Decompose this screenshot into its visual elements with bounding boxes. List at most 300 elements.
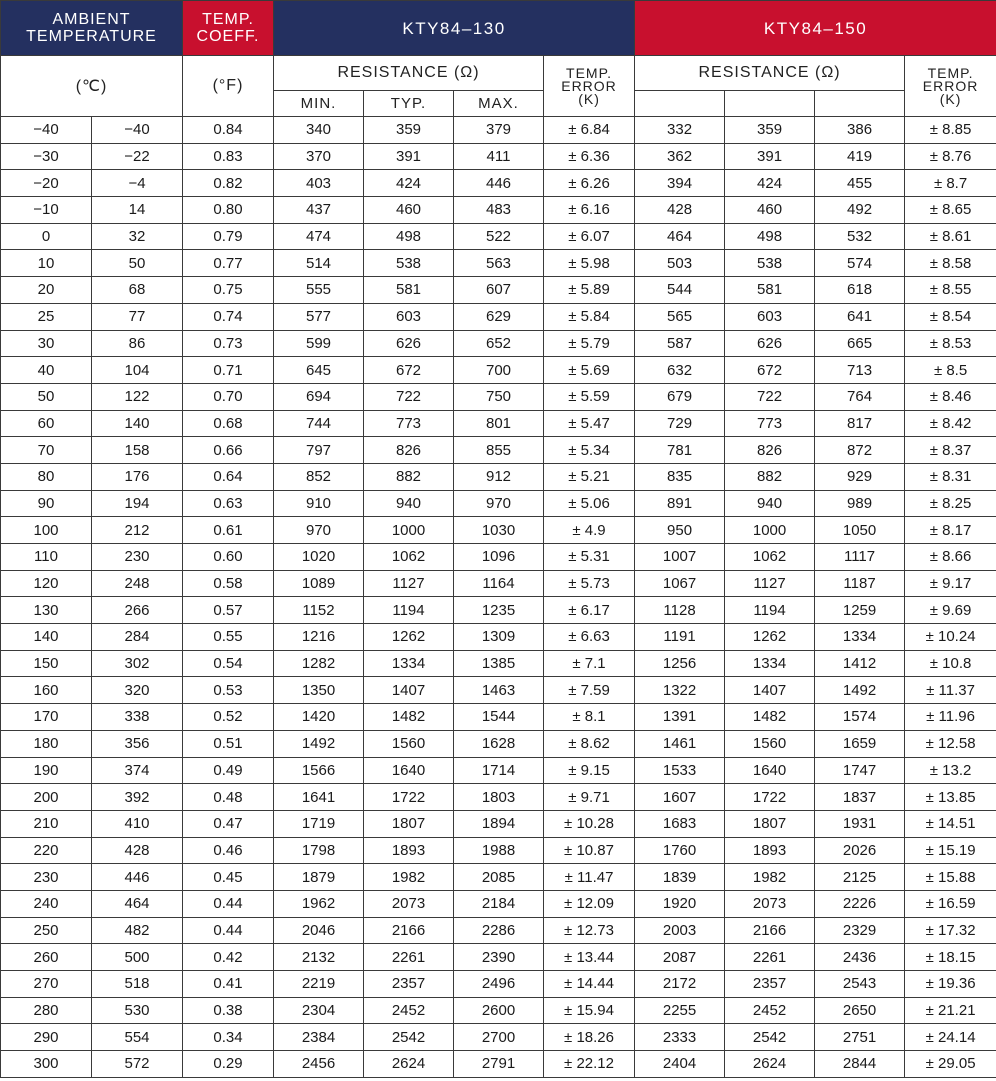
cell-celsius: −20 <box>1 170 92 197</box>
cell-fahrenheit: 302 <box>92 650 183 677</box>
cell-max-150: 817 <box>815 410 905 437</box>
cell-min-150: 2003 <box>635 917 725 944</box>
cell-fahrenheit: 176 <box>92 463 183 490</box>
cell-max-130: 446 <box>454 170 544 197</box>
cell-celsius: 80 <box>1 463 92 490</box>
cell-max-130: 1714 <box>454 757 544 784</box>
cell-celsius: 130 <box>1 597 92 624</box>
cell-max-150: 1837 <box>815 784 905 811</box>
table-row <box>1 357 996 384</box>
cell-min-150: 332 <box>635 117 725 144</box>
cell-typ-150: 2452 <box>725 997 815 1024</box>
cell-max-130: 2390 <box>454 944 544 971</box>
cell-typ-130: 359 <box>364 117 454 144</box>
cell-temp-coeff: 0.29 <box>183 1051 274 1078</box>
cell-min-130: 1350 <box>274 677 364 704</box>
table-row <box>1 570 996 597</box>
cell-error-130: ± 6.84 <box>544 117 635 144</box>
cell-error-130: ± 9.71 <box>544 784 635 811</box>
cell-max-150: 2125 <box>815 864 905 891</box>
cell-typ-130: 1262 <box>364 624 454 651</box>
cell-min-150: 1067 <box>635 570 725 597</box>
cell-min-130: 2219 <box>274 971 364 998</box>
cell-error-150: ± 8.25 <box>905 490 996 517</box>
cell-max-150: 2751 <box>815 1024 905 1051</box>
cell-celsius: 290 <box>1 1024 92 1051</box>
table-row <box>1 143 996 170</box>
cell-typ-150: 1482 <box>725 704 815 731</box>
typ-150-header <box>725 91 815 117</box>
cell-error-130: ± 14.44 <box>544 971 635 998</box>
cell-celsius: 150 <box>1 650 92 677</box>
cell-max-150: 1492 <box>815 677 905 704</box>
cell-error-130: ± 8.1 <box>544 704 635 731</box>
cell-temp-coeff: 0.68 <box>183 410 274 437</box>
cell-typ-130: 1560 <box>364 730 454 757</box>
cell-typ-150: 882 <box>725 463 815 490</box>
cell-typ-130: 2261 <box>364 944 454 971</box>
table-row <box>1 810 996 837</box>
table-row <box>1 250 996 277</box>
cell-error-150: ± 21.21 <box>905 997 996 1024</box>
cell-typ-150: 359 <box>725 117 815 144</box>
cell-error-150: ± 19.36 <box>905 971 996 998</box>
cell-typ-130: 1722 <box>364 784 454 811</box>
cell-max-130: 2184 <box>454 890 544 917</box>
cell-error-150: ± 8.37 <box>905 437 996 464</box>
cell-error-130: ± 5.34 <box>544 437 635 464</box>
cell-typ-150: 2073 <box>725 890 815 917</box>
cell-min-130: 514 <box>274 250 364 277</box>
cell-celsius: 20 <box>1 277 92 304</box>
cell-min-130: 437 <box>274 197 364 224</box>
cell-error-150: ± 8.76 <box>905 143 996 170</box>
cell-temp-coeff: 0.47 <box>183 810 274 837</box>
cell-max-130: 522 <box>454 223 544 250</box>
cell-typ-130: 603 <box>364 303 454 330</box>
cell-temp-coeff: 0.70 <box>183 383 274 410</box>
cell-min-130: 1492 <box>274 730 364 757</box>
cell-celsius: 210 <box>1 810 92 837</box>
cell-min-150: 632 <box>635 357 725 384</box>
kty84-150-header: KTY84–150 <box>635 1 996 56</box>
cell-typ-150: 2261 <box>725 944 815 971</box>
cell-typ-130: 498 <box>364 223 454 250</box>
cell-temp-coeff: 0.58 <box>183 570 274 597</box>
ambient-line1: AMBIENT <box>52 11 131 28</box>
cell-min-130: 694 <box>274 383 364 410</box>
cell-error-130: ± 6.16 <box>544 197 635 224</box>
table-row <box>1 410 996 437</box>
cell-fahrenheit: 518 <box>92 971 183 998</box>
cell-max-130: 1309 <box>454 624 544 651</box>
cell-celsius: 40 <box>1 357 92 384</box>
cell-temp-coeff: 0.34 <box>183 1024 274 1051</box>
cell-celsius: 230 <box>1 864 92 891</box>
cell-min-150: 394 <box>635 170 725 197</box>
table-row <box>1 837 996 864</box>
cell-fahrenheit: 500 <box>92 944 183 971</box>
cell-fahrenheit: 446 <box>92 864 183 891</box>
cell-celsius: −30 <box>1 143 92 170</box>
cell-max-150: 1574 <box>815 704 905 731</box>
cell-error-130: ± 5.73 <box>544 570 635 597</box>
cell-max-150: 455 <box>815 170 905 197</box>
cell-error-130: ± 6.36 <box>544 143 635 170</box>
cell-error-130: ± 5.31 <box>544 544 635 571</box>
cell-typ-130: 882 <box>364 463 454 490</box>
cell-error-150: ± 11.96 <box>905 704 996 731</box>
cell-temp-coeff: 0.48 <box>183 784 274 811</box>
cell-error-150: ± 8.17 <box>905 517 996 544</box>
cell-max-150: 1931 <box>815 810 905 837</box>
table-row <box>1 223 996 250</box>
cell-typ-130: 2452 <box>364 997 454 1024</box>
cell-error-130: ± 13.44 <box>544 944 635 971</box>
cell-min-150: 781 <box>635 437 725 464</box>
table-row <box>1 1051 996 1078</box>
cell-min-130: 797 <box>274 437 364 464</box>
cell-max-130: 750 <box>454 383 544 410</box>
cell-fahrenheit: 122 <box>92 383 183 410</box>
cell-min-130: 1798 <box>274 837 364 864</box>
table-row <box>1 997 996 1024</box>
cell-typ-150: 2624 <box>725 1051 815 1078</box>
cell-typ-130: 538 <box>364 250 454 277</box>
cell-typ-150: 1560 <box>725 730 815 757</box>
cell-max-150: 2650 <box>815 997 905 1024</box>
cell-min-150: 679 <box>635 383 725 410</box>
cell-error-130: ± 5.21 <box>544 463 635 490</box>
cell-temp-coeff: 0.84 <box>183 117 274 144</box>
cell-error-130: ± 6.17 <box>544 597 635 624</box>
cell-error-150: ± 8.66 <box>905 544 996 571</box>
cell-typ-130: 1893 <box>364 837 454 864</box>
cell-max-150: 2226 <box>815 890 905 917</box>
cell-max-130: 2700 <box>454 1024 544 1051</box>
cell-error-150: ± 8.7 <box>905 170 996 197</box>
cell-error-150: ± 8.5 <box>905 357 996 384</box>
cell-celsius: 240 <box>1 890 92 917</box>
cell-max-130: 629 <box>454 303 544 330</box>
cell-temp-coeff: 0.45 <box>183 864 274 891</box>
table-row <box>1 864 996 891</box>
ambient-temperature-header <box>1 1 183 56</box>
cell-typ-130: 581 <box>364 277 454 304</box>
cell-typ-130: 672 <box>364 357 454 384</box>
cell-min-130: 474 <box>274 223 364 250</box>
cell-max-130: 1463 <box>454 677 544 704</box>
cell-temp-coeff: 0.80 <box>183 197 274 224</box>
cell-typ-150: 603 <box>725 303 815 330</box>
cell-fahrenheit: 572 <box>92 1051 183 1078</box>
cell-fahrenheit: 338 <box>92 704 183 731</box>
cell-typ-150: 1194 <box>725 597 815 624</box>
cell-temp-coeff: 0.41 <box>183 971 274 998</box>
cell-error-130: ± 15.94 <box>544 997 635 1024</box>
cell-fahrenheit: 68 <box>92 277 183 304</box>
cell-typ-130: 2073 <box>364 890 454 917</box>
cell-temp-coeff: 0.64 <box>183 463 274 490</box>
cell-max-150: 1334 <box>815 624 905 651</box>
cell-max-130: 483 <box>454 197 544 224</box>
cell-celsius: 250 <box>1 917 92 944</box>
cell-error-150: ± 8.53 <box>905 330 996 357</box>
cell-min-150: 1920 <box>635 890 725 917</box>
cell-max-130: 379 <box>454 117 544 144</box>
cell-typ-130: 1982 <box>364 864 454 891</box>
typ-130-header: TYP. <box>364 91 454 117</box>
cell-min-150: 2404 <box>635 1051 725 1078</box>
cell-max-150: 386 <box>815 117 905 144</box>
cell-max-130: 912 <box>454 463 544 490</box>
cell-max-130: 700 <box>454 357 544 384</box>
cell-fahrenheit: 158 <box>92 437 183 464</box>
cell-error-150: ± 8.55 <box>905 277 996 304</box>
cell-typ-150: 940 <box>725 490 815 517</box>
cell-celsius: −40 <box>1 117 92 144</box>
cell-fahrenheit: 392 <box>92 784 183 811</box>
table-row <box>1 757 996 784</box>
cell-max-150: 492 <box>815 197 905 224</box>
cell-error-130: ± 10.87 <box>544 837 635 864</box>
cell-fahrenheit: 50 <box>92 250 183 277</box>
cell-error-150: ± 8.46 <box>905 383 996 410</box>
table-row <box>1 463 996 490</box>
cell-max-150: 2026 <box>815 837 905 864</box>
cell-typ-130: 424 <box>364 170 454 197</box>
cell-error-130: ± 6.07 <box>544 223 635 250</box>
cell-typ-150: 2357 <box>725 971 815 998</box>
cell-max-130: 1988 <box>454 837 544 864</box>
cell-error-130: ± 9.15 <box>544 757 635 784</box>
cell-min-130: 852 <box>274 463 364 490</box>
err130-line2: ERROR <box>561 77 617 94</box>
cell-max-130: 1385 <box>454 650 544 677</box>
cell-max-150: 764 <box>815 383 905 410</box>
cell-error-150: ± 9.17 <box>905 570 996 597</box>
cell-error-130: ± 8.62 <box>544 730 635 757</box>
cell-min-150: 1191 <box>635 624 725 651</box>
cell-typ-130: 2542 <box>364 1024 454 1051</box>
cell-fahrenheit: 428 <box>92 837 183 864</box>
cell-min-150: 835 <box>635 463 725 490</box>
cell-error-150: ± 13.2 <box>905 757 996 784</box>
cell-error-150: ± 29.05 <box>905 1051 996 1078</box>
cell-error-130: ± 5.89 <box>544 277 635 304</box>
cell-min-150: 587 <box>635 330 725 357</box>
table-row <box>1 544 996 571</box>
cell-max-150: 1259 <box>815 597 905 624</box>
unit-celsius-header: (℃) <box>1 56 183 117</box>
cell-max-130: 1235 <box>454 597 544 624</box>
cell-temp-coeff: 0.83 <box>183 143 274 170</box>
cell-error-130: ± 6.63 <box>544 624 635 651</box>
table-row <box>1 624 996 651</box>
cell-typ-130: 1807 <box>364 810 454 837</box>
cell-temp-coeff: 0.38 <box>183 997 274 1024</box>
table-row <box>1 437 996 464</box>
cell-max-130: 2600 <box>454 997 544 1024</box>
cell-max-150: 419 <box>815 143 905 170</box>
kty84-130-header: KTY84–130 <box>274 1 635 56</box>
cell-temp-coeff: 0.51 <box>183 730 274 757</box>
cell-celsius: 90 <box>1 490 92 517</box>
cell-fahrenheit: 77 <box>92 303 183 330</box>
cell-temp-coeff: 0.42 <box>183 944 274 971</box>
cell-temp-coeff: 0.74 <box>183 303 274 330</box>
cell-min-130: 340 <box>274 117 364 144</box>
cell-fahrenheit: 530 <box>92 997 183 1024</box>
cell-celsius: 300 <box>1 1051 92 1078</box>
cell-temp-coeff: 0.73 <box>183 330 274 357</box>
cell-typ-130: 1482 <box>364 704 454 731</box>
cell-min-130: 1089 <box>274 570 364 597</box>
cell-max-130: 1030 <box>454 517 544 544</box>
cell-typ-130: 1062 <box>364 544 454 571</box>
cell-typ-150: 672 <box>725 357 815 384</box>
cell-typ-130: 826 <box>364 437 454 464</box>
cell-error-130: ± 4.9 <box>544 517 635 544</box>
cell-max-130: 2085 <box>454 864 544 891</box>
table-row <box>1 277 996 304</box>
cell-min-150: 2333 <box>635 1024 725 1051</box>
cell-temp-coeff: 0.71 <box>183 357 274 384</box>
cell-temp-coeff: 0.46 <box>183 837 274 864</box>
cell-min-130: 1420 <box>274 704 364 731</box>
cell-min-150: 1007 <box>635 544 725 571</box>
cell-fahrenheit: 14 <box>92 197 183 224</box>
cell-min-130: 2304 <box>274 997 364 1024</box>
cell-celsius: 170 <box>1 704 92 731</box>
cell-error-130: ± 5.47 <box>544 410 635 437</box>
cell-fahrenheit: 86 <box>92 330 183 357</box>
table-row <box>1 1024 996 1051</box>
cell-fahrenheit: 212 <box>92 517 183 544</box>
cell-fahrenheit: 194 <box>92 490 183 517</box>
cell-min-150: 2172 <box>635 971 725 998</box>
cell-max-150: 2844 <box>815 1051 905 1078</box>
cell-fahrenheit: 482 <box>92 917 183 944</box>
cell-temp-coeff: 0.53 <box>183 677 274 704</box>
cell-typ-150: 538 <box>725 250 815 277</box>
min-130-header: MIN. <box>274 91 364 117</box>
cell-max-150: 574 <box>815 250 905 277</box>
cell-error-130: ± 5.06 <box>544 490 635 517</box>
cell-temp-coeff: 0.54 <box>183 650 274 677</box>
table-row <box>1 597 996 624</box>
cell-max-150: 1747 <box>815 757 905 784</box>
cell-celsius: 110 <box>1 544 92 571</box>
cell-min-130: 1020 <box>274 544 364 571</box>
cell-temp-coeff: 0.82 <box>183 170 274 197</box>
cell-min-130: 403 <box>274 170 364 197</box>
cell-typ-130: 1000 <box>364 517 454 544</box>
coeff-line2: COEFF. <box>196 28 260 45</box>
cell-min-130: 555 <box>274 277 364 304</box>
cell-error-130: ± 6.26 <box>544 170 635 197</box>
cell-celsius: 280 <box>1 997 92 1024</box>
cell-temp-coeff: 0.77 <box>183 250 274 277</box>
cell-typ-150: 1262 <box>725 624 815 651</box>
cell-fahrenheit: 230 <box>92 544 183 571</box>
cell-error-130: ± 5.84 <box>544 303 635 330</box>
err150-line2: ERROR <box>922 77 979 94</box>
coeff-line1: TEMP. <box>202 11 254 28</box>
temp-coeff-header <box>183 1 274 56</box>
cell-typ-130: 2624 <box>364 1051 454 1078</box>
cell-temp-coeff: 0.60 <box>183 544 274 571</box>
unit-fahrenheit-header: (°F) <box>183 56 274 117</box>
table-row <box>1 730 996 757</box>
cell-error-150: ± 13.85 <box>905 784 996 811</box>
cell-max-130: 1164 <box>454 570 544 597</box>
cell-error-150: ± 8.85 <box>905 117 996 144</box>
table-row <box>1 890 996 917</box>
temp-error-130-header <box>544 56 635 117</box>
cell-error-150: ± 14.51 <box>905 810 996 837</box>
table-row <box>1 704 996 731</box>
table-row <box>1 784 996 811</box>
cell-error-150: ± 24.14 <box>905 1024 996 1051</box>
header-row-2 <box>1 56 996 91</box>
cell-min-130: 2456 <box>274 1051 364 1078</box>
cell-error-150: ± 18.15 <box>905 944 996 971</box>
cell-error-150: ± 15.19 <box>905 837 996 864</box>
cell-error-150: ± 12.58 <box>905 730 996 757</box>
cell-max-130: 652 <box>454 330 544 357</box>
cell-temp-coeff: 0.66 <box>183 437 274 464</box>
cell-error-130: ± 10.28 <box>544 810 635 837</box>
cell-celsius: 120 <box>1 570 92 597</box>
cell-error-130: ± 5.69 <box>544 357 635 384</box>
cell-celsius: 60 <box>1 410 92 437</box>
header-row-1 <box>1 1 996 56</box>
cell-max-150: 2329 <box>815 917 905 944</box>
cell-min-150: 464 <box>635 223 725 250</box>
cell-min-130: 577 <box>274 303 364 330</box>
cell-typ-130: 1334 <box>364 650 454 677</box>
cell-typ-150: 1982 <box>725 864 815 891</box>
ambient-line2: TEMPERATURE <box>26 28 157 45</box>
cell-typ-130: 391 <box>364 143 454 170</box>
cell-fahrenheit: 32 <box>92 223 183 250</box>
cell-fahrenheit: 284 <box>92 624 183 651</box>
cell-typ-150: 1062 <box>725 544 815 571</box>
cell-min-130: 370 <box>274 143 364 170</box>
table-row <box>1 677 996 704</box>
cell-min-130: 1879 <box>274 864 364 891</box>
cell-temp-coeff: 0.49 <box>183 757 274 784</box>
cell-typ-150: 498 <box>725 223 815 250</box>
cell-min-150: 1760 <box>635 837 725 864</box>
resistance-150-header: RESISTANCE (Ω) <box>635 56 905 91</box>
cell-typ-130: 626 <box>364 330 454 357</box>
cell-celsius: 0 <box>1 223 92 250</box>
cell-error-130: ± 5.79 <box>544 330 635 357</box>
cell-fahrenheit: 374 <box>92 757 183 784</box>
cell-typ-150: 1407 <box>725 677 815 704</box>
cell-fahrenheit: −22 <box>92 143 183 170</box>
cell-min-150: 428 <box>635 197 725 224</box>
cell-error-150: ± 15.88 <box>905 864 996 891</box>
cell-min-150: 729 <box>635 410 725 437</box>
cell-fahrenheit: 104 <box>92 357 183 384</box>
cell-min-130: 1641 <box>274 784 364 811</box>
cell-celsius: 260 <box>1 944 92 971</box>
table-row <box>1 197 996 224</box>
cell-min-150: 1391 <box>635 704 725 731</box>
